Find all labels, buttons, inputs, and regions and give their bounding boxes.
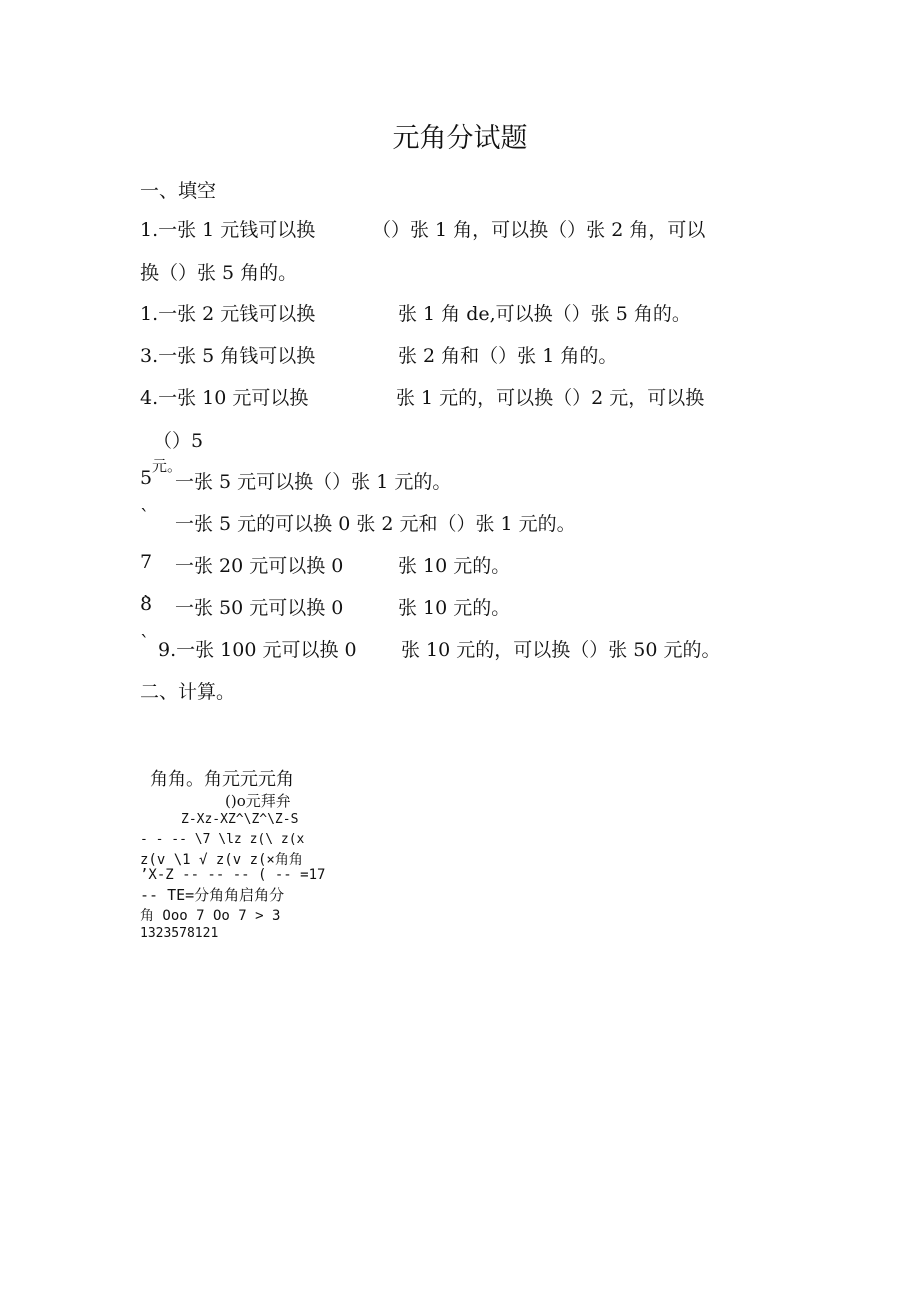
- section-heading-fill-blank: 一、填空: [140, 180, 217, 202]
- calc-row-4: - - -- \7 \lz z(\ z(x: [140, 832, 305, 847]
- q4-text-a: 4.一张 10 元可以换: [140, 387, 309, 409]
- q1-text-a: 1.一张 1 元钱可以换: [140, 219, 316, 241]
- q4-text-c: （）5: [153, 430, 204, 452]
- calc-row-8: 角 Ooo 7 Oo 7 > 3: [140, 908, 281, 924]
- calc-row-7: -- TE=分角角启角分: [140, 886, 285, 904]
- q8-number: 8̀: [140, 593, 153, 615]
- q1-text-c: 换（）张 5 角的。: [140, 262, 298, 284]
- q1-text-b: （）张 1 角，可以换（）张 2 角，可以: [372, 219, 706, 241]
- q8-text-a: 一张 50 元可以换 0: [175, 597, 344, 619]
- q7-number: 7: [140, 551, 153, 573]
- q5-number: 5: [140, 467, 153, 489]
- q8-text-b: 张 10 元的。: [398, 597, 511, 619]
- q7-text-a: 一张 20 元可以换 0: [175, 555, 344, 577]
- q6-number: `: [140, 506, 150, 528]
- q7-text-b: 张 10 元的。: [398, 555, 511, 577]
- q4-text-b: 张 1 元的，可以换（）2 元，可以换: [396, 387, 705, 409]
- calc-row-2: ()o元拜弁: [225, 792, 291, 810]
- q5-text: 一张 5 元可以换（）张 1 元的。: [175, 471, 452, 493]
- q2-text-b: 张 1 角 de,可以换（）张 5 角的。: [398, 303, 691, 325]
- calc-row-6: ’X-Z -- -- -- ( -- =17: [140, 867, 326, 883]
- q3-text-b: 张 2 角和（）张 1 角的。: [398, 345, 618, 367]
- calc-row-5: z(v \1 √ z(v z(×角角: [140, 852, 303, 868]
- calc-row-1: 角角。角元元元角: [150, 769, 294, 790]
- q2-text-a: 1.一张 2 元钱可以换: [140, 303, 316, 325]
- section-heading-calculation: 二、计算。: [140, 681, 236, 703]
- q4-text-d: 元。: [152, 457, 183, 475]
- calc-row-3: Z-Xz-XZ^\Z^\Z-S: [181, 812, 299, 827]
- q9-text-b: 张 10 元的，可以换（）张 50 元的。: [401, 639, 721, 661]
- q6-text: 一张 5 元的可以换 0 张 2 元和（）张 1 元的。: [175, 513, 576, 535]
- page-title: 元角分试题: [392, 123, 528, 154]
- calc-row-9: 1323578121: [140, 926, 219, 941]
- q9-text-a: 9.一张 100 元可以换 0: [158, 639, 357, 661]
- q9-number: `: [140, 632, 150, 654]
- q3-text-a: 3.一张 5 角钱可以换: [140, 345, 316, 367]
